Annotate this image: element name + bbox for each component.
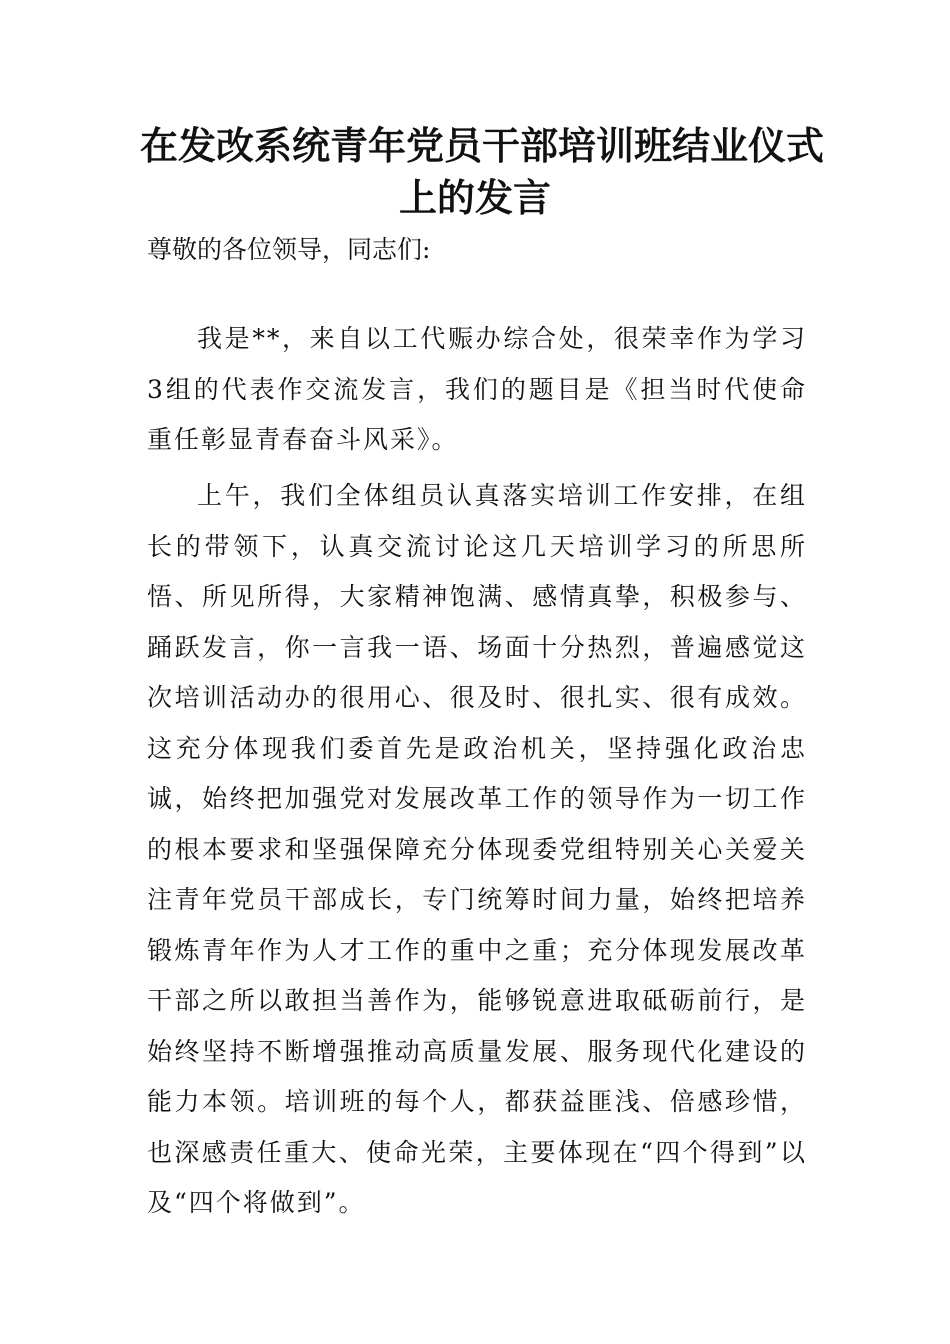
title-line-2: 上的发言 [398, 175, 551, 220]
paragraph-body: 上午，我们全体组员认真落实培训工作安排，在组长的带领下，认真交流讨论这几天培训学习的所思所悟、所见所得，大家精神饱满、感情真挚，积极参与、踊跃发言，你一言我一语、场面十分热烈，普遍感觉这次培训活动办的很用心、很及时、很扎实、很有成效。这充分体现我们委首先是政治机关，坚持强化政治忠诚，始终把加强党对发展改革工作的领导作为一切工作的根本要求和坚强保障充分体现委党组特别关心关爱关注青年党员干部成长，专门统筹时间力量，始终把培养锻炼青年作为人才工作的重中之重；充分体现发展改革干部之所以敢担当善作为，能够锐意进取砥砺前行，是始终坚持不断增强推动高质量发展、服务现代化建设的能力本领。培训班的每个人，都获益匪浅、倍感珍惜，也深感责任重大、使命光荣，主要体现在“四个得到”以及“四个将做到”。 [147, 481, 807, 1217]
document-title [140, 120, 825, 224]
salutation: 尊敬的各位领导，同志们: [147, 235, 431, 264]
paragraph-introduction: 我是**，来自以工代赈办综合处，很荣幸作为学习3组的代表作交流发言，我们的题目是《担当时代使命重任彰显青春奋斗风采》。 [147, 324, 807, 454]
title-line-1: 在发改系统青年党员干部培训班结业仪式 [140, 123, 825, 168]
